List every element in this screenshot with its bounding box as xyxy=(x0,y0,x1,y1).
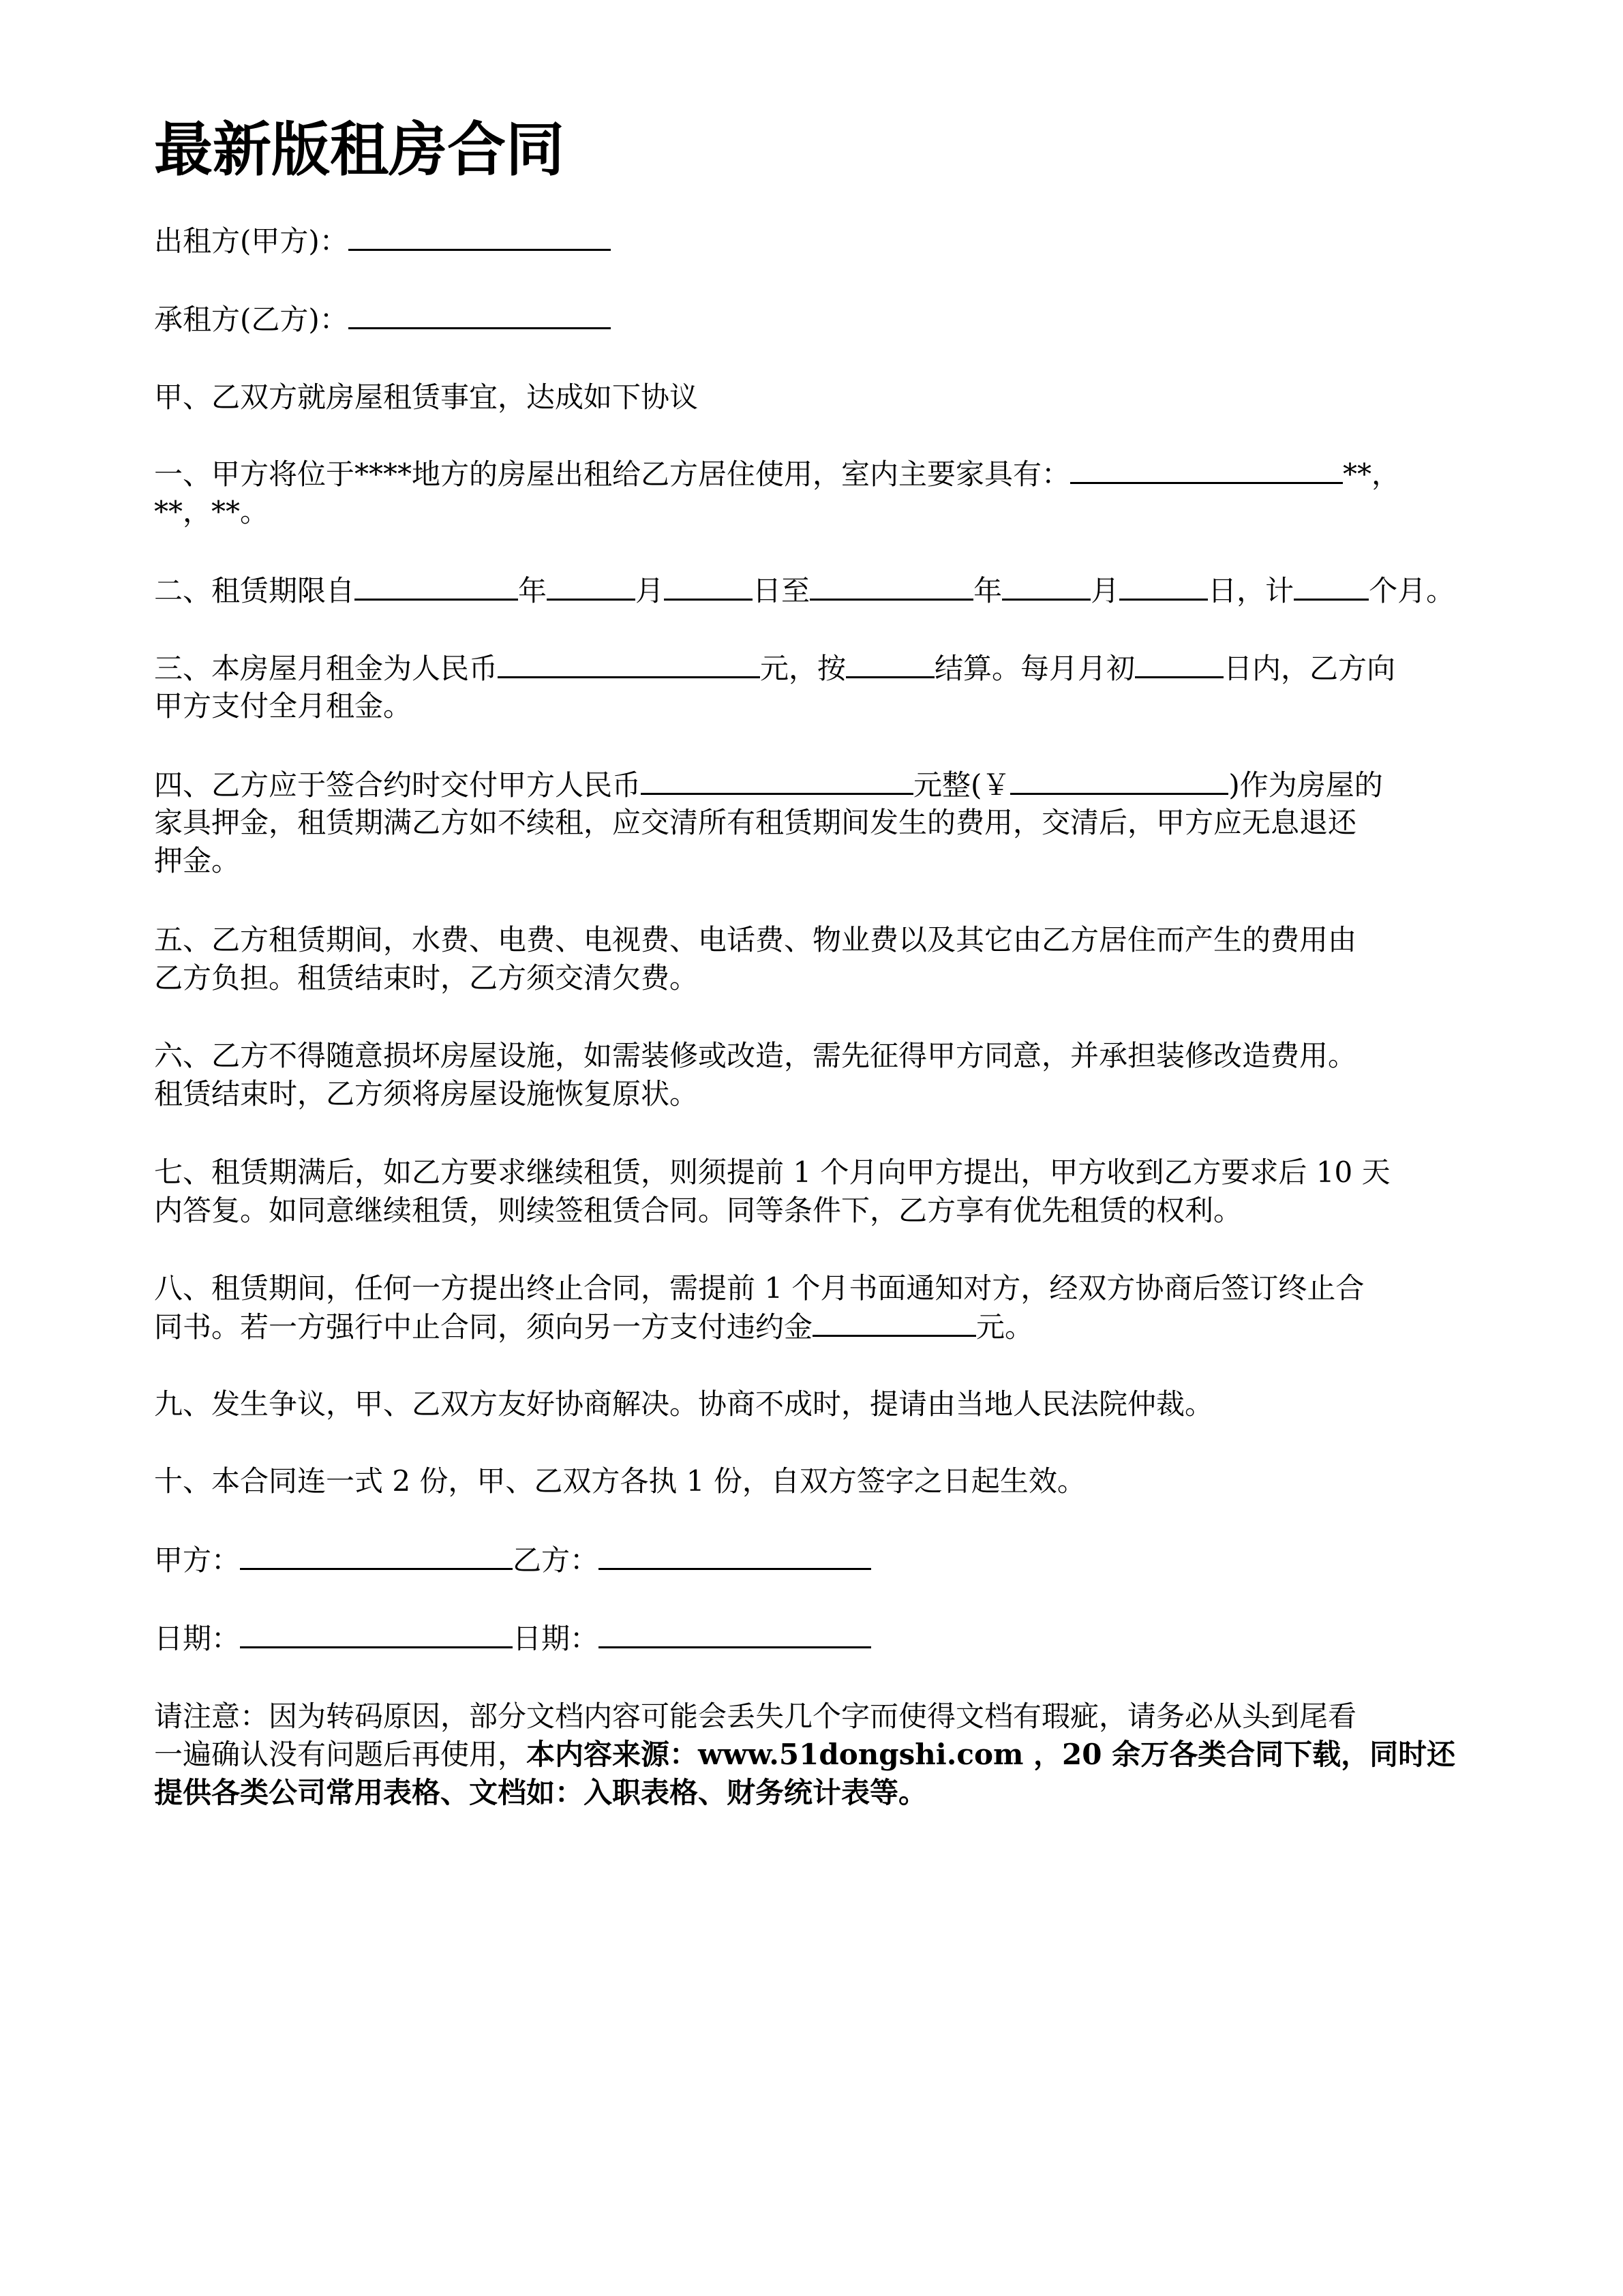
date-b-label: 日期： xyxy=(513,1622,599,1655)
party-b-label: 承租方(乙方)： xyxy=(154,303,348,336)
document-title: 最新版租房合同 xyxy=(154,116,564,184)
clause-5-line-2: 乙方负担。租赁结束时，乙方须交清欠费。 xyxy=(154,961,699,995)
sign-b-blank xyxy=(598,1541,871,1570)
intro-text: 甲、乙双方就房屋租赁事宜，达成如下协议 xyxy=(154,380,699,414)
clause-6-line-2: 租赁结束时，乙方须将房屋设施恢复原状。 xyxy=(154,1077,699,1111)
penalty-blank xyxy=(813,1308,976,1337)
clause-4-line-2: 家具押金，租赁期满乙方如不续租，应交清所有租赁期间发生的费用，交清后，甲方应无息退还 xyxy=(154,806,1357,839)
party-a-label: 出租方(甲方)： xyxy=(154,224,348,258)
clause-1-line-2: **，**。 xyxy=(154,495,269,528)
party-a-line xyxy=(154,222,611,260)
clause-8-line-1: 八、租赁期间，任何一方提出终止合同，需提前 1 个月书面通知对方，经双方协商后签订终止合 xyxy=(154,1271,1365,1305)
monthly-rent-blank xyxy=(498,649,760,678)
end-year-blank xyxy=(810,571,973,601)
clause-1-line-1: 一、甲方将位于****地方的房屋出租给乙方居住使用，室内主要家具有： **， xyxy=(154,455,1400,494)
end-month-blank xyxy=(1002,571,1091,601)
start-month-blank xyxy=(547,571,635,601)
source-text: 本内容来源：www.51dongshi.com ，20 余万各类合同下载，同时还 xyxy=(526,1738,1456,1771)
deposit-amount-blank xyxy=(1010,766,1228,795)
clause-8-line-2: 同书。若一方强行中止合同，须向另一方支付违约金 元。 xyxy=(154,1308,1033,1346)
party-b-line xyxy=(154,300,611,339)
payment-day-blank xyxy=(1135,649,1224,678)
notice-line-1: 请注意：因为转码原因，部分文档内容可能会丢失几个字而使得文档有瑕疵，请务必从头到尾看 xyxy=(154,1700,1357,1733)
clause-4-line-3: 押金。 xyxy=(154,844,241,877)
clause-4-line-1: 四、乙方应于签合约时交付甲方人民币 元整(￥ )作为房屋的 xyxy=(154,766,1383,804)
months-blank xyxy=(1294,571,1369,601)
sign-b-label: 乙方： xyxy=(513,1543,599,1577)
sign-a-blank xyxy=(240,1541,513,1570)
date-a-blank xyxy=(240,1619,513,1648)
clause-7-line-1: 七、租赁期满后，如乙方要求继续租赁，则须提前 1 个月向甲方提出，甲方收到乙方要求后 10 天 xyxy=(154,1155,1391,1189)
furniture-blank xyxy=(1070,455,1343,484)
start-year-blank xyxy=(354,571,518,601)
deposit-blank xyxy=(641,766,913,795)
party-b-blank xyxy=(348,300,611,329)
notice-line-3: 提供各类公司常用表格、文档如：入职表格、财务统计表等。 xyxy=(154,1776,928,1809)
clause-3-line-2: 甲方支付全月租金。 xyxy=(154,689,412,723)
clause-5-line-1: 五、乙方租赁期间，水费、电费、电视费、电话费、物业费以及其它由乙方居住而产生的费用由 xyxy=(154,923,1357,956)
end-day-blank xyxy=(1119,571,1208,601)
sign-a-label: 甲方： xyxy=(154,1543,241,1577)
clause-2-line-1: 二、租赁期限自 年 月 日至 年 月 日，计 个月。 xyxy=(154,571,1455,610)
date-line xyxy=(154,1619,871,1658)
party-a-blank xyxy=(348,222,611,251)
signature-line xyxy=(154,1541,871,1580)
clause-3-line-1: 三、本房屋月租金为人民币 元，按 结算。每月月初 日内，乙方向 xyxy=(154,649,1395,688)
clause-6-line-1: 六、乙方不得随意损坏房屋设施，如需装修或改造，需先征得甲方同意，并承担装修改造费用。 xyxy=(154,1039,1357,1072)
date-a-label: 日期： xyxy=(154,1622,241,1655)
start-day-blank xyxy=(664,571,753,601)
settlement-blank xyxy=(846,649,935,678)
clause-7-line-2: 内答复。如同意继续租赁，则续签租赁合同。同等条件下，乙方享有优先租赁的权利。 xyxy=(154,1194,1243,1227)
clause-10: 十、本合同连一式 2 份，甲、乙双方各执 1 份，自双方签字之日起生效。 xyxy=(154,1464,1086,1498)
clause-9: 九、发生争议，甲、乙双方友好协商解决。协商不成时，提请由当地人民法院仲裁。 xyxy=(154,1387,1214,1421)
notice-line-2: 一遍确认没有问题后再使用，本内容来源：www.51dongshi.com ，20 余万各类合同下载，同时还 xyxy=(154,1738,1456,1771)
date-b-blank xyxy=(598,1619,871,1648)
